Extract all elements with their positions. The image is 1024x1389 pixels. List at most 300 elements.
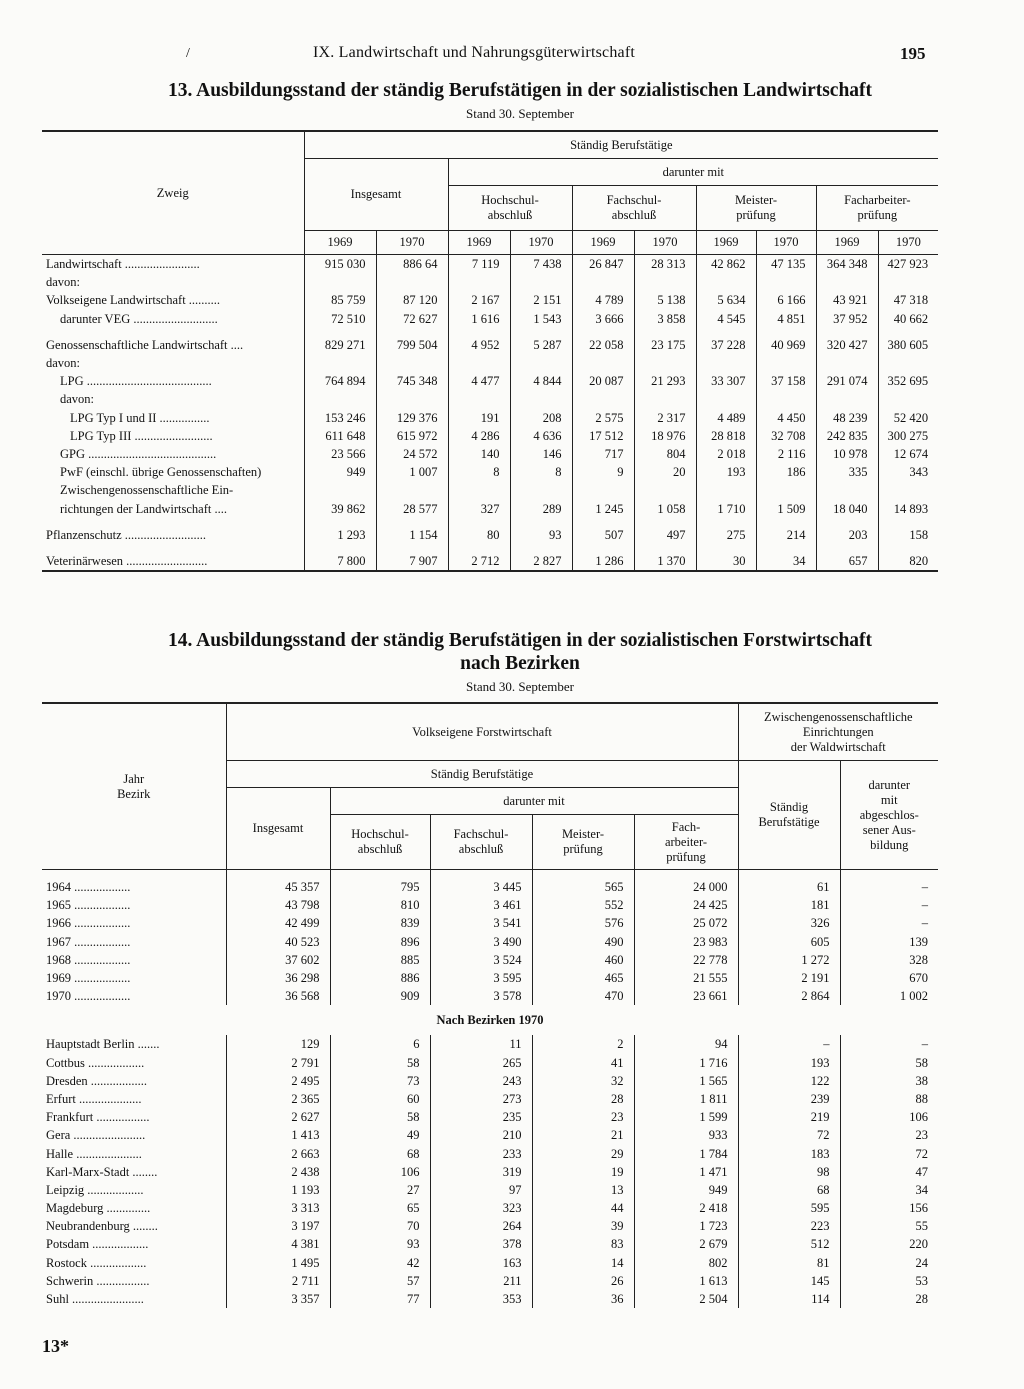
value-cell <box>634 273 696 291</box>
value-cell: 93 <box>510 526 572 544</box>
value-cell: 949 <box>304 463 376 481</box>
value-cell: 57 <box>330 1272 430 1290</box>
col-jahr-bezirk-header: Jahr Bezirk <box>42 703 226 870</box>
value-cell: 214 <box>756 526 816 544</box>
value-cell: 2 791 <box>226 1054 330 1072</box>
row-label: davon: <box>60 392 95 407</box>
value-cell: 39 <box>532 1217 634 1235</box>
value-cell <box>304 354 376 372</box>
value-cell: 380 605 <box>878 336 938 354</box>
value-cell <box>634 390 696 408</box>
value-cell: 40 523 <box>226 933 330 951</box>
value-cell: 28 <box>532 1090 634 1108</box>
value-cell: 427 923 <box>878 255 938 274</box>
year-header: 1969 <box>572 231 634 255</box>
value-cell: 3 313 <box>226 1199 330 1217</box>
table-row <box>42 372 938 390</box>
value-cell: 21 555 <box>634 969 738 987</box>
table-row <box>42 1181 938 1199</box>
value-cell: 14 893 <box>878 499 938 517</box>
spacer-cell <box>816 328 878 336</box>
spacer-cell <box>572 544 634 552</box>
value-cell: 615 972 <box>376 427 448 445</box>
value-cell: 605 <box>738 933 840 951</box>
value-cell: 88 <box>840 1090 938 1108</box>
value-cell: 3 445 <box>430 878 532 896</box>
value-cell: 1 710 <box>696 499 756 517</box>
table-row <box>42 336 938 354</box>
row-label: LPG Typ I und II ................ <box>70 410 210 425</box>
col-hochschul-header: Hochschul- abschluß <box>448 186 572 231</box>
value-cell: 163 <box>430 1254 532 1272</box>
value-cell: 80 <box>448 526 510 544</box>
value-cell: 9 <box>572 463 634 481</box>
col-hochschul-header: Hochschul- abschluß <box>330 815 430 870</box>
value-cell: 186 <box>756 463 816 481</box>
value-cell: 7 907 <box>376 552 448 571</box>
value-cell: 4 952 <box>448 336 510 354</box>
value-cell: 203 <box>816 526 878 544</box>
table-row <box>42 1217 938 1235</box>
value-cell: 2 116 <box>756 445 816 463</box>
value-cell: 4 636 <box>510 427 572 445</box>
value-cell: – <box>738 1035 840 1053</box>
value-cell <box>448 390 510 408</box>
value-cell: – <box>840 878 938 896</box>
value-cell: 264 <box>430 1217 532 1235</box>
row-label: Schwerin ................. <box>46 1273 150 1288</box>
value-cell: 1 599 <box>634 1108 738 1126</box>
value-cell: 191 <box>448 409 510 427</box>
value-cell: 220 <box>840 1235 938 1253</box>
table-row <box>42 1290 938 1308</box>
value-cell: 2 167 <box>448 291 510 309</box>
year-header: 1969 <box>448 231 510 255</box>
value-cell: 326 <box>738 914 840 932</box>
value-cell: 44 <box>532 1199 634 1217</box>
spacer-cell <box>696 328 756 336</box>
value-cell <box>304 390 376 408</box>
value-cell: 4 844 <box>510 372 572 390</box>
value-cell: 49 <box>330 1126 430 1144</box>
row-label: Rostock .................. <box>46 1255 147 1270</box>
value-cell: 799 504 <box>376 336 448 354</box>
table14-subtitle: Stand 30. September <box>466 679 574 694</box>
value-cell <box>376 354 448 372</box>
value-cell: 23 661 <box>634 987 738 1005</box>
value-cell: 1 370 <box>634 552 696 571</box>
table-row <box>42 552 938 571</box>
table-row <box>42 1126 938 1144</box>
value-cell: 23 983 <box>634 933 738 951</box>
value-cell: 3 461 <box>430 896 532 914</box>
value-cell: 745 348 <box>376 372 448 390</box>
table-row <box>42 951 938 969</box>
spacer-cell <box>226 870 330 879</box>
value-cell: 2 679 <box>634 1235 738 1253</box>
value-cell: 72 <box>738 1126 840 1144</box>
spacer-cell <box>42 544 304 552</box>
row-label: Magdeburg .............. <box>46 1201 151 1216</box>
value-cell: 13 <box>532 1181 634 1199</box>
row-label: Genossenschaftliche Landwirtschaft .... <box>46 337 244 352</box>
value-cell <box>448 273 510 291</box>
row-label: Frankfurt ................. <box>46 1110 150 1125</box>
value-cell: 3 357 <box>226 1290 330 1308</box>
spacer-cell <box>878 328 938 336</box>
table-row <box>42 1108 938 1126</box>
value-cell <box>510 354 572 372</box>
value-cell: 7 438 <box>510 255 572 274</box>
value-cell <box>756 481 816 499</box>
value-cell: 1 286 <box>572 552 634 571</box>
value-cell: 1 058 <box>634 499 696 517</box>
table-row <box>42 1035 938 1053</box>
value-cell: 3 666 <box>572 310 634 328</box>
spacer-cell <box>816 518 878 526</box>
value-cell: 106 <box>330 1163 430 1181</box>
value-cell: 565 <box>532 878 634 896</box>
value-cell: – <box>840 1035 938 1053</box>
value-cell: 352 695 <box>878 372 938 390</box>
value-cell: 670 <box>840 969 938 987</box>
value-cell: 4 477 <box>448 372 510 390</box>
margin-mark: / <box>186 46 190 61</box>
spacer-cell <box>42 870 226 879</box>
year-header: 1970 <box>376 231 448 255</box>
row-label: Halle ..................... <box>46 1146 142 1161</box>
value-cell: 1 509 <box>756 499 816 517</box>
value-cell: 17 512 <box>572 427 634 445</box>
value-cell: 42 862 <box>696 255 756 274</box>
value-cell: 77 <box>330 1290 430 1308</box>
value-cell: 193 <box>696 463 756 481</box>
value-cell <box>376 481 448 499</box>
col-staendig-header: Ständig Berufstätige <box>226 761 738 788</box>
value-cell: 58 <box>330 1108 430 1126</box>
value-cell: 1 154 <box>376 526 448 544</box>
value-cell: 804 <box>634 445 696 463</box>
value-cell: 802 <box>634 1254 738 1272</box>
row-label: 1969 .................. <box>46 971 131 986</box>
value-cell: 576 <box>532 914 634 932</box>
value-cell: 2 495 <box>226 1072 330 1090</box>
row-label: Erfurt .................... <box>46 1091 142 1106</box>
value-cell: 829 271 <box>304 336 376 354</box>
table-row <box>42 1144 938 1162</box>
spacer-cell <box>42 518 304 526</box>
row-label: richtungen der Landwirtschaft .... <box>60 501 227 516</box>
value-cell: 1 272 <box>738 951 840 969</box>
value-cell: 68 <box>738 1181 840 1199</box>
table-row <box>42 354 938 372</box>
row-label: Landwirtschaft ........................ <box>46 257 200 272</box>
spacer-cell <box>304 328 376 336</box>
section-label: Nach Bezirken 1970 <box>436 1013 544 1028</box>
table-row <box>42 933 938 951</box>
value-cell: 1 723 <box>634 1217 738 1235</box>
value-cell <box>878 354 938 372</box>
row-label: LPG ........................................ <box>60 374 212 389</box>
spacer-cell <box>756 544 816 552</box>
spacer-row <box>42 870 938 879</box>
value-cell: 886 <box>330 969 430 987</box>
table14-title-line2: nach Bezirken <box>460 653 580 674</box>
value-cell: 319 <box>430 1163 532 1181</box>
value-cell: 323 <box>430 1199 532 1217</box>
value-cell: 98 <box>738 1163 840 1181</box>
value-cell <box>816 481 878 499</box>
spacer-cell <box>304 518 376 526</box>
table-row <box>42 481 938 499</box>
value-cell: 40 662 <box>878 310 938 328</box>
value-cell: 2 365 <box>226 1090 330 1108</box>
year-header: 1969 <box>816 231 878 255</box>
table-row <box>42 1235 938 1253</box>
col-volkseigene-header: Volkseigene Forstwirtschaft <box>226 703 738 761</box>
value-cell: 37 158 <box>756 372 816 390</box>
value-cell: 465 <box>532 969 634 987</box>
value-cell: 1 495 <box>226 1254 330 1272</box>
value-cell: 5 634 <box>696 291 756 309</box>
value-cell: 320 427 <box>816 336 878 354</box>
value-cell <box>510 390 572 408</box>
value-cell: 47 135 <box>756 255 816 274</box>
value-cell <box>572 481 634 499</box>
row-label: Dresden .................. <box>46 1073 148 1088</box>
row-label: davon: <box>46 275 81 290</box>
value-cell: 4 789 <box>572 291 634 309</box>
spacer-row <box>42 544 938 552</box>
spacer-cell <box>756 518 816 526</box>
value-cell: 48 239 <box>816 409 878 427</box>
table-row <box>42 1199 938 1217</box>
value-cell: 61 <box>738 878 840 896</box>
table-row <box>42 1054 938 1072</box>
value-cell: 42 <box>330 1254 430 1272</box>
value-cell: 33 307 <box>696 372 756 390</box>
spacer-cell <box>430 870 532 879</box>
value-cell: 30 <box>696 552 756 571</box>
table-row <box>42 1090 938 1108</box>
spacer-cell <box>696 518 756 526</box>
value-cell <box>878 390 938 408</box>
table13 <box>42 130 938 572</box>
value-cell: 87 120 <box>376 291 448 309</box>
table-row <box>42 526 938 544</box>
value-cell: 36 568 <box>226 987 330 1005</box>
value-cell: 3 858 <box>634 310 696 328</box>
value-cell: 7 119 <box>448 255 510 274</box>
year-header: 1970 <box>878 231 938 255</box>
col-meister-header: Meister- prüfung <box>532 815 634 870</box>
value-cell: 273 <box>430 1090 532 1108</box>
value-cell: 460 <box>532 951 634 969</box>
value-cell: 3 490 <box>430 933 532 951</box>
value-cell <box>816 390 878 408</box>
value-cell: 1 413 <box>226 1126 330 1144</box>
value-cell: 37 952 <box>816 310 878 328</box>
value-cell: 2 663 <box>226 1144 330 1162</box>
value-cell <box>572 273 634 291</box>
spacer-cell <box>840 870 938 879</box>
value-cell: 24 425 <box>634 896 738 914</box>
spacer-row <box>42 518 938 526</box>
spacer-cell <box>756 328 816 336</box>
value-cell: 37 228 <box>696 336 756 354</box>
value-cell <box>510 481 572 499</box>
value-cell: 28 <box>840 1290 938 1308</box>
table-row <box>42 445 938 463</box>
spacer-cell <box>448 518 510 526</box>
value-cell <box>448 354 510 372</box>
value-cell: 2 827 <box>510 552 572 571</box>
value-cell: 5 287 <box>510 336 572 354</box>
value-cell: 512 <box>738 1235 840 1253</box>
value-cell: 26 <box>532 1272 634 1290</box>
value-cell <box>510 273 572 291</box>
value-cell: 114 <box>738 1290 840 1308</box>
spacer-cell <box>510 328 572 336</box>
value-cell: 29 <box>532 1144 634 1162</box>
spacer-cell <box>448 328 510 336</box>
table-row <box>42 463 938 481</box>
col-meister-header: Meister- prüfung <box>696 186 816 231</box>
value-cell: 2 575 <box>572 409 634 427</box>
value-cell: 23 <box>532 1108 634 1126</box>
value-cell: 24 000 <box>634 878 738 896</box>
value-cell: 4 489 <box>696 409 756 427</box>
row-label: GPG ......................................... <box>60 446 217 461</box>
value-cell: 129 376 <box>376 409 448 427</box>
value-cell: 97 <box>430 1181 532 1199</box>
value-cell: 470 <box>532 987 634 1005</box>
value-cell: 5 138 <box>634 291 696 309</box>
col-insgesamt-header: Insgesamt <box>226 788 330 870</box>
spacer-cell <box>634 328 696 336</box>
value-cell: 2 418 <box>634 1199 738 1217</box>
value-cell: 4 286 <box>448 427 510 445</box>
value-cell <box>696 390 756 408</box>
value-cell: 25 072 <box>634 914 738 932</box>
col-facharbeiter-header: Fach- arbeiter- prüfung <box>634 815 738 870</box>
value-cell: 12 674 <box>878 445 938 463</box>
value-cell: 2 864 <box>738 987 840 1005</box>
value-cell: 7 800 <box>304 552 376 571</box>
value-cell <box>878 481 938 499</box>
value-cell: 139 <box>840 933 938 951</box>
value-cell: 22 778 <box>634 951 738 969</box>
signature-mark: 13* <box>42 1336 69 1356</box>
value-cell: 146 <box>510 445 572 463</box>
spacer-cell <box>634 518 696 526</box>
col-fachschul-header: Fachschul- abschluß <box>430 815 532 870</box>
value-cell: 507 <box>572 526 634 544</box>
col-fachschul-header: Fachschul- abschluß <box>572 186 696 231</box>
value-cell: 289 <box>510 499 572 517</box>
spacer-cell <box>330 870 430 879</box>
value-cell: 37 602 <box>226 951 330 969</box>
value-cell: 26 847 <box>572 255 634 274</box>
row-label: Karl-Marx-Stadt ........ <box>46 1164 158 1179</box>
value-cell: 2 711 <box>226 1272 330 1290</box>
col-insgesamt-header: Insgesamt <box>304 159 448 231</box>
value-cell <box>376 273 448 291</box>
value-cell: 1 784 <box>634 1144 738 1162</box>
chapter-title: IX. Landwirtschaft und Nahrungsgüterwirtschaft <box>313 44 635 61</box>
value-cell: 2 504 <box>634 1290 738 1308</box>
value-cell: 27 <box>330 1181 430 1199</box>
value-cell: 21 293 <box>634 372 696 390</box>
value-cell: 2 018 <box>696 445 756 463</box>
value-cell: 497 <box>634 526 696 544</box>
value-cell: 1 007 <box>376 463 448 481</box>
row-label: Zwischengenossenschaftliche Ein- <box>60 483 234 498</box>
table-row <box>42 987 938 1005</box>
value-cell: 1 543 <box>510 310 572 328</box>
table-row <box>42 499 938 517</box>
row-label: davon: <box>46 356 81 371</box>
value-cell: 2 <box>532 1035 634 1053</box>
value-cell: 94 <box>634 1035 738 1053</box>
table-row <box>42 1272 938 1290</box>
spacer-cell <box>634 544 696 552</box>
value-cell <box>756 354 816 372</box>
table14 <box>42 702 938 1308</box>
spacer-cell <box>816 544 878 552</box>
value-cell: 243 <box>430 1072 532 1090</box>
spacer-cell <box>738 870 840 879</box>
value-cell: 158 <box>878 526 938 544</box>
value-cell: 85 759 <box>304 291 376 309</box>
value-cell: 1 616 <box>448 310 510 328</box>
table14-title-line1: 14. Ausbildungsstand der ständig Berufstätigen in der sozialistischen Forstwirtschaft <box>167 630 873 651</box>
value-cell: 275 <box>696 526 756 544</box>
value-cell: 378 <box>430 1235 532 1253</box>
value-cell: 72 627 <box>376 310 448 328</box>
value-cell: 3 541 <box>430 914 532 932</box>
value-cell: 23 <box>840 1126 938 1144</box>
value-cell: 21 <box>532 1126 634 1144</box>
value-cell: 1 613 <box>634 1272 738 1290</box>
value-cell: 949 <box>634 1181 738 1199</box>
value-cell: 219 <box>738 1108 840 1126</box>
value-cell: 235 <box>430 1108 532 1126</box>
value-cell: 909 <box>330 987 430 1005</box>
table13-title: 13. Ausbildungsstand der ständig Berufstätigen in der sozialistischen Landwirtschaft <box>167 80 873 101</box>
section-row <box>42 1005 938 1035</box>
value-cell <box>816 273 878 291</box>
table-row <box>42 291 938 309</box>
value-cell: 4 381 <box>226 1235 330 1253</box>
value-cell <box>878 273 938 291</box>
value-cell: 122 <box>738 1072 840 1090</box>
table-row <box>42 1163 938 1181</box>
value-cell: 3 197 <box>226 1217 330 1235</box>
row-label: 1970 .................. <box>46 989 131 1004</box>
row-label: 1966 .................. <box>46 916 131 931</box>
value-cell: 39 862 <box>304 499 376 517</box>
value-cell: 68 <box>330 1144 430 1162</box>
page-header <box>0 44 1024 68</box>
col-staendig-header: Ständig Berufstätige <box>304 131 938 159</box>
spacer-row <box>42 328 938 336</box>
value-cell: 211 <box>430 1272 532 1290</box>
value-cell: 47 318 <box>878 291 938 309</box>
spacer-cell <box>376 518 448 526</box>
value-cell <box>696 481 756 499</box>
row-label: PwF (einschl. übrige Genossenschaften) <box>60 465 262 480</box>
